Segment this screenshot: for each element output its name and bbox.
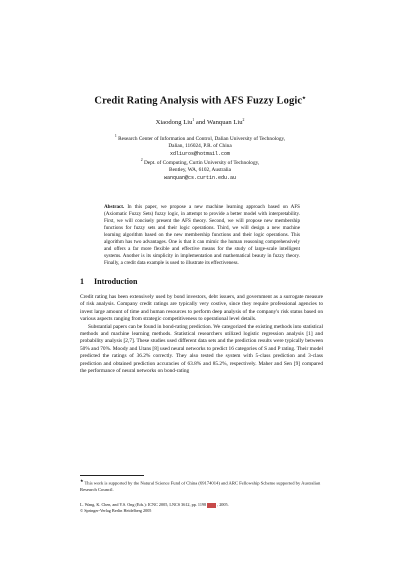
author-name: Xiaodong Liu — [155, 119, 193, 127]
section-heading — [80, 277, 137, 286]
footnote-text: This work is supported by the Natural Science Fund of China (69174014) and ARC Fellowship Scheme supported by Australian Research Council. — [80, 480, 321, 492]
abstract — [104, 204, 300, 267]
affiliation-line: $^1$ Research Center of Information and Control, Dalian University of Technology, — [114, 134, 286, 142]
section-number: 1 — [80, 277, 84, 286]
author-name: Wanquan Liu — [206, 119, 243, 127]
author-affiliation-mark: 2 — [242, 118, 245, 122]
affiliation-line: Dalian, 116024, P.R. of China — [168, 143, 232, 150]
copyright-line: © Springer-Verlag Berlin Heidelberg 2005 — [80, 507, 152, 513]
abstract-text: In this paper, we propose a new machine learning approach based on AFS (Axiomatic Fuzzy Sets) fuzzy logic, in attempt to provide a better model with interpretability. First, we will concisely present the AFS theory. Second, we will propose new membership functions for fuzzy sets and their logic operations. Third, we will design a new machine learning algorithm based on the new membership functions and their logic operations. This algorithm has two advantages. One is that it can mimic the human reasoning comprehensively and offers a far more flexible and effective means for the study of large-scale intelligent systems. Another is its simplicity in implementation and mathematical beauty in fuzzy theory. Finally, a credit data example is used to illustrate its effectiveness. — [104, 204, 300, 266]
citation-text: L. Wang, K. Chen, and Y.S. Ong (Eds.): ICNC 2005, LNCS 3612, pp. 1198 — [80, 502, 207, 507]
paragraph: Substantial papers can be found in bond-rating prediction. We categorized the existing methods into statistical methods and machine learning methods. Statistical researchers utilized logistic regression analysis [1] and probability analysis [2,7]. These studies used different data sets and the prediction results were typically between 50% and 70%. Moody and Utans [8] used neural networks to predict 16 categories of S and P rating. Their model predicted the ratings of 36.2% correctly. They also tested the system with 5-class prediction and 3-class prediction and obtained prediction accuracies of 63.8% and 85.2%, respectively. Maher and Sen [9] compared the performance of neural networks on bond-rating — [80, 323, 323, 375]
affiliation-email: wanquan@cs.curtin.edu.au — [163, 174, 236, 181]
footnote — [80, 478, 323, 493]
affiliation-email: xdliuros@hotmail.com — [169, 150, 230, 157]
footnote-rule — [80, 475, 144, 476]
affiliation-1 — [0, 133, 400, 158]
author-line — [0, 118, 400, 126]
paragraph: Credit rating has been extensively used by bond investors, debt issuers, and government as a surrogate measure of risk analysis. Company credit ratings are typically very costive, since they require professional agencies to invest large amount of time and human resources to perform deep analysis of the company's risk status based on various aspects ranging from strategic competitiveness to operational level details. — [80, 294, 323, 323]
highlight-mark — [207, 503, 216, 508]
paper-title — [0, 95, 400, 107]
affiliation-mark: 1 — [114, 134, 117, 138]
footnote-mark: ★ — [80, 479, 84, 483]
section-title: Introduction — [94, 277, 138, 286]
affiliation-line: $^2$ Dept. of Computing, Curtin University of Technology, — [140, 158, 260, 166]
body-text — [80, 294, 323, 375]
affiliation-line: Bentley, WA, 6102, Australia — [169, 167, 231, 174]
title-text: Credit Rating Analysis with AFS Fuzzy Logic — [94, 95, 303, 107]
citation-text: , 2005. — [217, 502, 229, 507]
citation-block — [80, 502, 323, 514]
author-affiliation-mark: 1 — [192, 118, 195, 122]
abstract-label: Abstract. — [104, 204, 125, 210]
affiliation-2 — [0, 157, 400, 182]
author-conjunction: and — [194, 119, 207, 127]
affiliation-mark: 2 — [140, 158, 143, 162]
title-footnote-mark: ★ — [302, 96, 306, 100]
